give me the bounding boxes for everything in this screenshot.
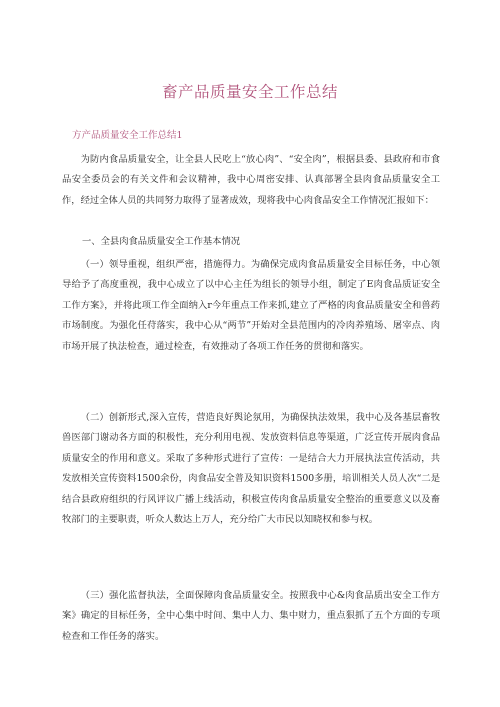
section-heading-1: 一、全县肉食品质量安全工作基本情况: [82, 236, 241, 247]
document-title: 畜产品质量安全工作总结: [161, 83, 338, 101]
paragraph-2: （二）创新形式,深入宣传，营造良好舆论氛用，为确保执法效果，我中心及各基层畜牧兽医部门谢动各方面的积极性，充分利用电视、发放资料信息等渠道，广泛宣传开展肉食品质量安全的作用和意义。采取了多种形式进行了宣传：一是结合大力开展执法宣传活动，共发放相关宣传资料1500余份，肉食品安全普及知识资料1500多册，培训相关人员人次“二是结合县政府组织的行风评议广播上线活动，积极宣传肉食品质量安全整治的重要意义以及畜牧部门的主要职责，听众人数达上万人，充分给广大市民以知晓权和参与权。: [62, 412, 440, 526]
document-subtitle: 方产品质量安全工作总结1: [72, 130, 183, 141]
paragraph-1: （一）领导重视，组织严密，措施得力。为确保完成肉食品质量安全目标任务，中心领导给予了高度重视，我中心成立了以中心主任为组长的领导小组，制定了E肉食品质证安全工作方案》，并将此项工作全面纳入r今年重点工作来抓,建立了严格的肉食品质量安全和兽药市场制度。为强化任苻落实，我中心从“两节”开始对全县范围内的冷肉养殖场、屠宰点、肉市场开展了执法检查，通过检查，有效推动了各项工作任务的贯彻和落实。: [62, 259, 440, 352]
intro-paragraph: 为防内食品质量安全，让全县人民吃上“放心肉”、“安全肉”，根据县委、县政府和市食品安全委员会的有关文件和会议精神，我中心周密安排、认真部署全县肉食品质量安全工作，经过全体人员的共同努力取得了显著成效，现将我中心肉食品安全工作情况汇报如下：: [62, 154, 440, 206]
paragraph-3: （三）强化监督执法，全面保障肉食品质量安全。按照我中心&肉食品质出安全工作方案》确定的目标任务，全中心集中时间、集中人力、集中财力，重点狠抓了五个方面的专项检查和工作任务的落实。: [62, 590, 440, 642]
